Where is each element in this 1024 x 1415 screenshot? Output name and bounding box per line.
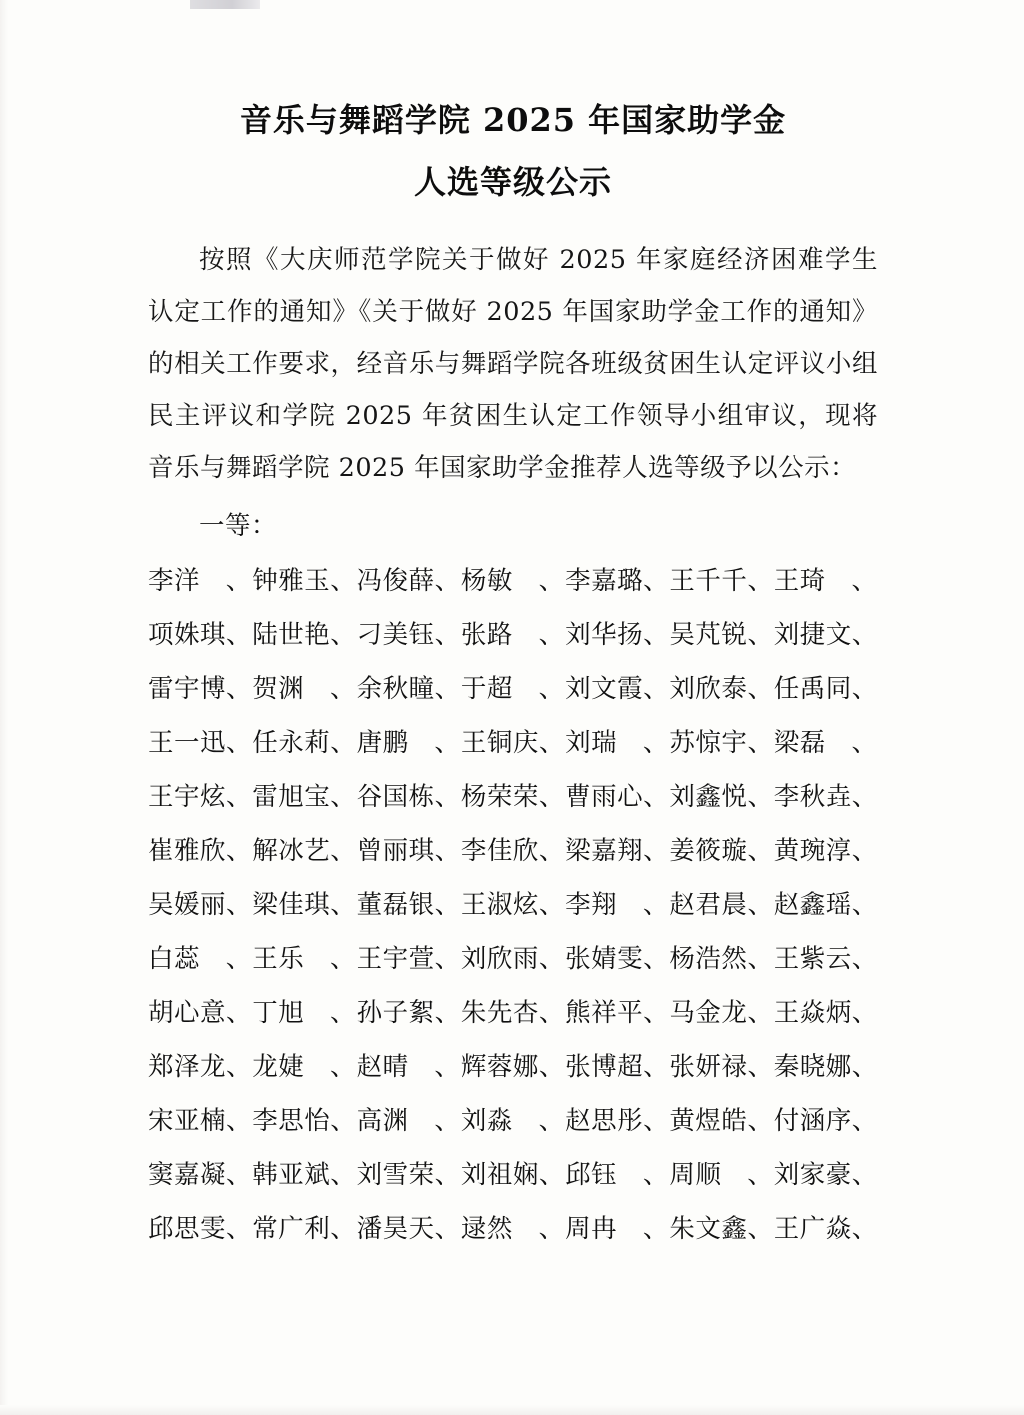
recipient-name-text: 朱先杏 <box>460 998 539 1028</box>
recipient-name-text: 王广焱 <box>773 1214 852 1244</box>
recipient-name <box>148 1148 252 1202</box>
recipient-name-text: 苏惊宇 <box>669 728 748 758</box>
recipient-name-text: 雷旭宝 <box>252 782 331 812</box>
recipient-name <box>252 932 356 986</box>
name-separator: 、 <box>642 1160 669 1190</box>
recipient-name <box>252 1094 356 1148</box>
recipient-name-text: 余秋瞳 <box>356 674 435 704</box>
name-separator: 、 <box>851 890 878 920</box>
name-separator: 、 <box>330 1052 357 1082</box>
recipient-name <box>774 824 878 878</box>
name-row <box>148 554 878 608</box>
recipient-name <box>461 608 565 662</box>
recipient-name-text: 周顺 <box>669 1160 722 1190</box>
recipient-name-text: 赵鑫瑶 <box>773 890 852 920</box>
name-separator: 、 <box>434 566 461 596</box>
recipient-name-text: 项姝琪 <box>148 620 227 650</box>
recipient-name-text: 杨浩然 <box>669 944 748 974</box>
name-separator: 、 <box>851 1160 878 1190</box>
name-separator: 、 <box>538 836 565 866</box>
recipient-name-text: 刘祖娴 <box>460 1160 539 1190</box>
notice-paragraph-text: 按照《大庆师范学院关于做好 2025 年家庭经济困难学生认定工作的通知》《关于做好 2025 年国家助学金工作的通知》的相关工作要求，经音乐与舞蹈学院各班级贫困生认定评议小组民主评议和学院 2025 年贫困生认定工作领导小组审议，现将音乐与舞蹈学院 2025 年国家助学金推荐人选等级予以公示： <box>148 245 878 483</box>
name-separator: 、 <box>226 890 253 920</box>
recipient-name-text: 钟雅玉 <box>252 566 331 596</box>
recipient-name-text: 逯然 <box>460 1214 513 1244</box>
recipient-name <box>148 554 252 608</box>
recipient-name-text: 刘淼 <box>460 1106 513 1136</box>
recipient-name-text: 李嘉璐 <box>565 566 644 596</box>
recipient-name <box>461 554 565 608</box>
recipient-name <box>461 1148 565 1202</box>
recipient-name-text: 刘雪荣 <box>356 1160 435 1190</box>
recipient-name-text: 杨敏 <box>460 566 513 596</box>
recipient-name-text: 李思怡 <box>252 1106 331 1136</box>
name-separator: 、 <box>642 1214 669 1244</box>
name-separator: 、 <box>225 566 252 596</box>
recipient-name <box>357 662 461 716</box>
name-separator: 、 <box>225 944 252 974</box>
recipient-name-text: 吴媛丽 <box>148 890 227 920</box>
name-separator: 、 <box>643 944 670 974</box>
recipient-name-text: 秦晓娜 <box>773 1052 852 1082</box>
recipient-name-text: 李翔 <box>565 890 618 920</box>
recipient-name <box>565 716 669 770</box>
recipient-name-text: 刘欣雨 <box>460 944 539 974</box>
page-edge-shadow-bottom <box>0 1405 1024 1415</box>
recipient-name-text: 黄煜皓 <box>669 1106 748 1136</box>
recipient-name <box>357 554 461 608</box>
recipient-name <box>357 1094 461 1148</box>
recipient-name-text: 杨荣荣 <box>460 782 539 812</box>
recipient-name-text: 王焱炳 <box>773 998 852 1028</box>
recipient-name <box>565 986 669 1040</box>
recipient-name <box>669 554 773 608</box>
name-separator: 、 <box>851 782 878 812</box>
name-separator: 、 <box>434 998 461 1028</box>
page-edge-shadow-left <box>0 0 8 1415</box>
recipient-name <box>774 986 878 1040</box>
recipient-name-text: 赵晴 <box>356 1052 409 1082</box>
recipient-name-text: 郑泽龙 <box>148 1052 227 1082</box>
name-separator: 、 <box>851 1052 878 1082</box>
recipient-name <box>252 770 356 824</box>
name-separator: 、 <box>538 944 565 974</box>
recipient-name-text: 丁旭 <box>252 998 305 1028</box>
recipient-name-text: 李洋 <box>148 566 201 596</box>
recipient-name <box>357 770 461 824</box>
recipient-name <box>774 1094 878 1148</box>
recipient-name <box>461 1094 565 1148</box>
recipient-name <box>669 1202 773 1256</box>
recipient-name-text: 龙婕 <box>252 1052 305 1082</box>
name-separator: 、 <box>330 620 357 650</box>
recipient-name-text: 邱钰 <box>565 1160 618 1190</box>
recipient-name <box>669 932 773 986</box>
name-separator: 、 <box>747 944 774 974</box>
recipient-name-text: 王一迅 <box>148 728 227 758</box>
name-separator: 、 <box>851 1106 878 1136</box>
name-separator: 、 <box>747 1106 774 1136</box>
recipient-name <box>774 662 878 716</box>
recipient-name-text: 赵思彤 <box>565 1106 644 1136</box>
recipient-name <box>774 878 878 932</box>
name-separator: 、 <box>538 1052 565 1082</box>
recipient-name <box>669 1094 773 1148</box>
name-separator: 、 <box>226 674 253 704</box>
name-separator: 、 <box>330 1214 357 1244</box>
recipient-name-text: 陆世艳 <box>252 620 331 650</box>
name-separator: 、 <box>643 674 670 704</box>
recipient-name <box>252 608 356 662</box>
name-separator: 、 <box>226 998 253 1028</box>
recipient-name <box>774 608 878 662</box>
recipient-name <box>252 1202 356 1256</box>
recipient-name-text: 王紫云 <box>773 944 852 974</box>
recipient-name-text: 潘昊天 <box>356 1214 435 1244</box>
page-title-line-1: 音乐与舞蹈学院 2025 年国家助学金 <box>239 101 787 139</box>
name-separator: 、 <box>747 1160 774 1190</box>
recipient-name <box>565 662 669 716</box>
recipient-name-text: 刁美钰 <box>356 620 435 650</box>
name-row <box>148 986 878 1040</box>
recipient-name-text: 王宇炫 <box>148 782 227 812</box>
recipient-name <box>461 878 565 932</box>
recipient-name-text: 冯俊薛 <box>356 566 435 596</box>
recipient-name-text: 唐鹏 <box>356 728 409 758</box>
name-separator: 、 <box>434 1214 461 1244</box>
recipient-name <box>669 662 773 716</box>
name-row <box>148 824 878 878</box>
recipient-name-text: 王宇萱 <box>356 944 435 974</box>
name-row <box>148 608 878 662</box>
name-separator: 、 <box>643 1052 670 1082</box>
name-separator: 、 <box>851 1214 878 1244</box>
recipient-name-text: 李秋垚 <box>773 782 852 812</box>
name-separator: 、 <box>538 1160 565 1190</box>
recipient-name-text: 曾丽琪 <box>356 836 435 866</box>
name-separator: 、 <box>538 566 565 596</box>
name-separator: 、 <box>538 998 565 1028</box>
name-separator: 、 <box>330 944 357 974</box>
name-separator: 、 <box>330 890 357 920</box>
name-separator: 、 <box>434 620 461 650</box>
recipient-name-text: 任永莉 <box>252 728 331 758</box>
recipient-name-text: 贺渊 <box>252 674 305 704</box>
recipient-name <box>252 1040 356 1094</box>
name-separator: 、 <box>851 674 878 704</box>
recipient-name <box>461 824 565 878</box>
recipient-name-text: 雷宇博 <box>148 674 227 704</box>
name-separator: 、 <box>434 836 461 866</box>
name-separator: 、 <box>226 836 253 866</box>
recipient-name-text: 马金龙 <box>669 998 748 1028</box>
recipient-name <box>148 1040 252 1094</box>
recipient-name-text: 谷国栋 <box>356 782 435 812</box>
recipient-name <box>565 1094 669 1148</box>
recipient-name-text: 梁嘉翔 <box>565 836 644 866</box>
recipient-name-text: 刘捷文 <box>773 620 852 650</box>
name-separator: 、 <box>434 1052 461 1082</box>
recipient-name-text: 刘欣泰 <box>669 674 748 704</box>
recipient-name <box>565 1202 669 1256</box>
name-row <box>148 662 878 716</box>
recipient-name-text: 曹雨心 <box>565 782 644 812</box>
page-title-line-2: 人选等级公示 <box>413 163 612 201</box>
name-separator: 、 <box>538 620 565 650</box>
recipient-name <box>461 986 565 1040</box>
recipient-name-text: 朱文鑫 <box>669 1214 748 1244</box>
name-separator: 、 <box>226 1106 253 1136</box>
recipient-name-text: 常广利 <box>252 1214 331 1244</box>
recipient-name <box>252 554 356 608</box>
name-separator: 、 <box>434 1160 461 1190</box>
recipient-name-text: 李佳欣 <box>460 836 539 866</box>
name-separator: 、 <box>434 1106 461 1136</box>
recipient-name-text: 梁磊 <box>773 728 826 758</box>
name-separator: 、 <box>747 620 774 650</box>
name-separator: 、 <box>747 1214 774 1244</box>
recipient-name <box>669 824 773 878</box>
recipient-name <box>669 716 773 770</box>
recipient-name-text: 吴芃锐 <box>669 620 748 650</box>
recipient-name-text: 宋亚楠 <box>148 1106 227 1136</box>
recipient-name <box>148 932 252 986</box>
name-separator: 、 <box>747 728 774 758</box>
recipient-name-text: 董磊银 <box>356 890 435 920</box>
recipient-name <box>565 1040 669 1094</box>
recipient-name <box>461 1040 565 1094</box>
name-separator: 、 <box>434 728 461 758</box>
recipient-name-text: 熊祥平 <box>565 998 644 1028</box>
recipient-name-text: 韩亚斌 <box>252 1160 331 1190</box>
recipient-name <box>148 1094 252 1148</box>
name-separator: 、 <box>226 620 253 650</box>
recipient-name <box>565 932 669 986</box>
recipient-name <box>148 1202 252 1256</box>
recipient-name <box>565 554 669 608</box>
recipient-name <box>148 662 252 716</box>
name-separator: 、 <box>747 890 774 920</box>
recipient-name-text: 刘家豪 <box>773 1160 852 1190</box>
scan-artifact <box>190 0 260 9</box>
recipient-name-text: 张博超 <box>565 1052 644 1082</box>
name-row <box>148 770 878 824</box>
recipient-name <box>565 824 669 878</box>
recipient-name <box>357 716 461 770</box>
name-separator: 、 <box>747 674 774 704</box>
name-separator: 、 <box>747 782 774 812</box>
recipient-name <box>669 1148 773 1202</box>
recipient-name <box>565 1148 669 1202</box>
recipient-name <box>148 986 252 1040</box>
name-separator: 、 <box>538 1214 565 1244</box>
recipient-name-text: 王乐 <box>252 944 305 974</box>
recipient-name-text: 刘华扬 <box>565 620 644 650</box>
recipient-name-text: 王琦 <box>773 566 826 596</box>
recipient-name <box>461 1202 565 1256</box>
recipient-name <box>774 1040 878 1094</box>
name-separator: 、 <box>642 890 669 920</box>
name-separator: 、 <box>330 728 357 758</box>
recipient-name-text: 窦嘉凝 <box>148 1160 227 1190</box>
recipient-name <box>461 770 565 824</box>
recipient-name-text: 辉蓉娜 <box>460 1052 539 1082</box>
name-separator: 、 <box>747 1052 774 1082</box>
name-separator: 、 <box>643 1106 670 1136</box>
recipient-name-text: 于超 <box>460 674 513 704</box>
recipient-name <box>148 770 252 824</box>
name-separator: 、 <box>642 728 669 758</box>
recipient-name <box>461 662 565 716</box>
name-separator: 、 <box>643 782 670 812</box>
name-separator: 、 <box>434 782 461 812</box>
name-separator: 、 <box>434 674 461 704</box>
name-separator: 、 <box>643 998 670 1028</box>
recipient-name <box>357 1148 461 1202</box>
recipient-name-text: 孙子絮 <box>356 998 435 1028</box>
name-separator: 、 <box>434 890 461 920</box>
recipient-name <box>252 878 356 932</box>
recipient-name <box>565 878 669 932</box>
recipient-name <box>357 608 461 662</box>
recipient-name <box>565 770 669 824</box>
recipient-name <box>252 1148 356 1202</box>
recipient-name <box>565 608 669 662</box>
recipient-name <box>252 662 356 716</box>
name-separator: 、 <box>538 728 565 758</box>
name-separator: 、 <box>330 836 357 866</box>
recipient-name <box>357 932 461 986</box>
recipient-name <box>669 608 773 662</box>
recipient-name <box>148 824 252 878</box>
name-separator: 、 <box>226 782 253 812</box>
recipient-name <box>669 770 773 824</box>
name-separator: 、 <box>851 620 878 650</box>
recipient-name <box>148 878 252 932</box>
name-row <box>148 1148 878 1202</box>
recipient-name-text: 刘鑫悦 <box>669 782 748 812</box>
name-separator: 、 <box>747 998 774 1028</box>
recipient-name <box>357 1040 461 1094</box>
name-separator: 、 <box>330 782 357 812</box>
level-label: 一等： <box>199 511 278 541</box>
recipient-name <box>669 986 773 1040</box>
recipient-name <box>148 716 252 770</box>
name-separator: 、 <box>330 1160 357 1190</box>
recipient-name <box>461 932 565 986</box>
recipient-name <box>357 878 461 932</box>
recipient-name <box>669 878 773 932</box>
recipient-name <box>252 824 356 878</box>
name-separator: 、 <box>226 1052 253 1082</box>
recipient-name <box>669 1040 773 1094</box>
name-separator: 、 <box>538 890 565 920</box>
recipient-name-text: 付涵序 <box>773 1106 852 1136</box>
name-separator: 、 <box>226 1160 253 1190</box>
name-separator: 、 <box>851 836 878 866</box>
recipient-name-text: 王淑炫 <box>460 890 539 920</box>
name-separator: 、 <box>643 836 670 866</box>
recipient-name <box>774 716 878 770</box>
name-row <box>148 932 878 986</box>
name-separator: 、 <box>538 782 565 812</box>
recipient-name <box>774 554 878 608</box>
name-separator: 、 <box>851 944 878 974</box>
name-row <box>148 1202 878 1256</box>
name-separator: 、 <box>538 674 565 704</box>
name-separator: 、 <box>330 674 357 704</box>
recipient-name-text: 张路 <box>460 620 513 650</box>
recipient-name-text: 高渊 <box>356 1106 409 1136</box>
name-separator: 、 <box>747 566 774 596</box>
recipient-name-text: 刘文霞 <box>565 674 644 704</box>
recipient-name-text: 王铜庆 <box>460 728 539 758</box>
recipient-name-text: 邱思雯 <box>148 1214 227 1244</box>
recipient-name-text: 崔雅欣 <box>148 836 227 866</box>
recipient-name <box>774 932 878 986</box>
name-separator: 、 <box>851 998 878 1028</box>
recipient-name-text: 解冰艺 <box>252 836 331 866</box>
recipient-name-text: 黄琬淳 <box>773 836 852 866</box>
recipient-name <box>357 986 461 1040</box>
name-separator: 、 <box>851 566 878 596</box>
recipient-name <box>357 1202 461 1256</box>
document-content <box>148 101 878 1256</box>
notice-paragraph <box>148 234 878 494</box>
name-separator: 、 <box>226 728 253 758</box>
recipient-name <box>252 716 356 770</box>
name-row <box>148 878 878 932</box>
name-separator: 、 <box>747 836 774 866</box>
recipient-name-text: 刘瑞 <box>565 728 618 758</box>
recipient-name-text: 白蕊 <box>148 944 201 974</box>
recipient-name-text: 胡心意 <box>148 998 227 1028</box>
name-separator: 、 <box>330 1106 357 1136</box>
name-separator: 、 <box>226 1214 253 1244</box>
recipient-name-text: 周冉 <box>565 1214 618 1244</box>
name-row <box>148 1094 878 1148</box>
name-row <box>148 716 878 770</box>
recipient-name-text: 王千千 <box>669 566 748 596</box>
name-separator: 、 <box>643 620 670 650</box>
recipient-name-text: 张妍禄 <box>669 1052 748 1082</box>
recipient-name <box>461 716 565 770</box>
recipient-name <box>774 770 878 824</box>
recipient-name <box>148 608 252 662</box>
name-separator: 、 <box>330 998 357 1028</box>
recipient-name <box>774 1202 878 1256</box>
recipient-name-text: 赵君晨 <box>669 890 748 920</box>
recipient-name-text: 任禹同 <box>773 674 852 704</box>
name-separator: 、 <box>330 566 357 596</box>
name-separator: 、 <box>538 1106 565 1136</box>
name-row <box>148 1040 878 1094</box>
name-separator: 、 <box>851 728 878 758</box>
recipient-name-grid <box>148 554 878 1256</box>
page-title <box>148 101 878 201</box>
recipient-name-text: 姜筱璇 <box>669 836 748 866</box>
recipient-name <box>252 986 356 1040</box>
name-separator: 、 <box>434 944 461 974</box>
recipient-name <box>774 1148 878 1202</box>
recipient-name-text: 张婧雯 <box>565 944 644 974</box>
name-separator: 、 <box>643 566 670 596</box>
recipient-name-text: 梁佳琪 <box>252 890 331 920</box>
recipient-name <box>357 824 461 878</box>
